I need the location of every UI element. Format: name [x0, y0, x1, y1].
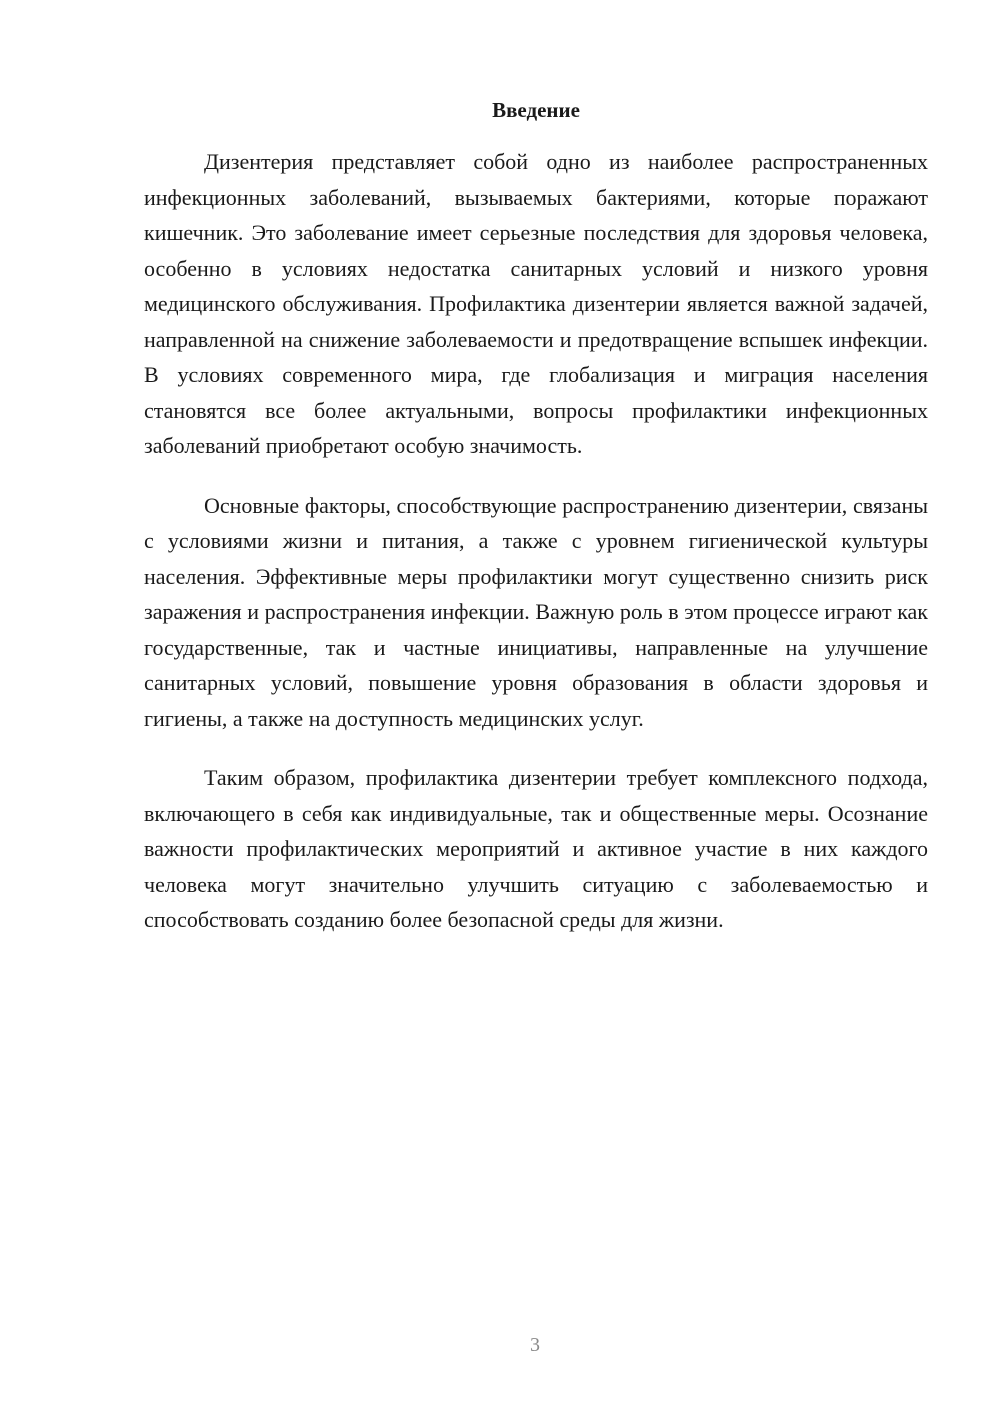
section-heading: Введение: [492, 98, 580, 122]
page-number: 3: [530, 1334, 540, 1356]
paragraph-1: Дизентерия представляет собой одно из наиболее распространенных инфекционных заболеваний, вызываемых бактериями, которые поражают кишечник. Это заболевание имеет серьезные последствия для здоровья человека, особенно в условиях недостатка санитарных условий и низкого уровня медицинского обслуживания. Профилактика дизентерии является важной задачей, направленной на снижение заболеваемости и предотвращение вспышек инфекции. В условиях современного мира, где глобализация и миграция населения становятся все более актуальными, вопросы профилактики инфекционных заболеваний приобретают особую значимость.: [144, 149, 928, 458]
page-content: [144, 96, 928, 962]
paragraph-2: Основные факторы, способствующие распространению дизентерии, связаны с условиями жизни и питания, а также с уровнем гигиенической культуры населения. Эффективные меры профилактики могут существенно снизить риск заражения и распространения инфекции. Важную роль в этом процессе играют как государственные, так и частные инициативы, направленные на улучшение санитарных условий, повышение уровня образования в области здоровья и гигиены, а также на доступность медицинских услуг.: [144, 492, 928, 731]
paragraph-3: Таким образом, профилактика дизентерии требует комплексного подхода, включающего в себя как индивидуальные, так и общественные меры. Осознание важности профилактических мероприятий и активное участие в них каждого человека могут значительно улучшить ситуацию с заболеваемостью и способствовать созданию более безопасной среды для жизни.: [144, 765, 928, 932]
